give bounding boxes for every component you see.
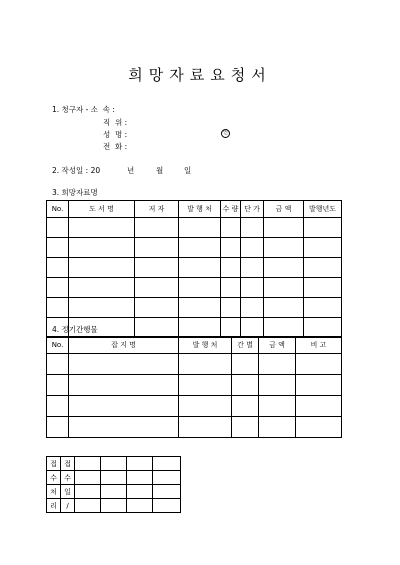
col-header-book-title: 도 서 명 <box>69 201 135 218</box>
stamp-row <box>47 485 181 499</box>
requester-phone-label: 전 화 : <box>103 142 128 151</box>
stamp-row <box>47 471 181 485</box>
col-header-remarks: 비 고 <box>296 337 342 354</box>
col-header-amount: 금 액 <box>259 337 296 354</box>
requester-position-label: 직 위 : <box>103 118 128 127</box>
periodicals-table <box>46 336 342 438</box>
table-row <box>47 218 342 238</box>
table-row <box>47 298 342 318</box>
requester-name-label: 성 명 : <box>103 130 128 139</box>
stamp-label-char: 수 <box>47 471 61 485</box>
date-year-label: 년 <box>127 166 135 175</box>
col-header-no: No. <box>47 201 69 218</box>
col-header-unit-price: 단 가 <box>241 201 264 218</box>
requested-materials-heading: 3. 희망자료명 <box>52 188 98 197</box>
form-title: 희망자료요청서 <box>128 66 272 84</box>
stamp-label-char: / <box>61 499 75 513</box>
table-row <box>47 396 342 417</box>
stamp-row <box>47 457 181 471</box>
stamp-label-char: 접 <box>47 457 61 471</box>
col-header-publisher: 발 행 처 <box>179 201 221 218</box>
col-header-publish-year: 발행년도 <box>304 201 342 218</box>
stamp-label-char: 수 <box>61 471 75 485</box>
table-header-row <box>47 201 342 218</box>
table-row <box>47 238 342 258</box>
table-row <box>47 278 342 298</box>
requested-materials-table <box>46 200 342 338</box>
date-day-label: 일 <box>184 166 192 175</box>
date-month-label: 월 <box>156 166 164 175</box>
table-row <box>47 375 342 396</box>
stamp-label-char: 처 <box>47 485 61 499</box>
col-header-quantity: 수 량 <box>221 201 241 218</box>
stamp-label-char: 접 <box>61 457 75 471</box>
col-header-no: No. <box>47 337 69 354</box>
stamp-row <box>47 499 181 513</box>
date-label: 2. 작성일 : 20 <box>52 166 101 175</box>
col-header-magazine-name: 잡 지 명 <box>69 337 179 354</box>
table-row <box>47 258 342 278</box>
table-row <box>47 354 342 375</box>
col-header-publisher: 발 행 처 <box>179 337 232 354</box>
receipt-processing-stamp-box <box>46 456 181 513</box>
periodicals-heading: 4. 정기간행물 <box>52 325 98 334</box>
table-row <box>47 417 342 438</box>
requester-affiliation-label: 1. 청구자 - 소 속 : <box>52 105 115 114</box>
seal-mark: 인 <box>221 129 230 138</box>
stamp-label-char: 리 <box>47 499 61 513</box>
col-header-amount: 금 액 <box>264 201 304 218</box>
stamp-label-char: 일 <box>61 485 75 499</box>
col-header-author: 저 자 <box>135 201 179 218</box>
table-header-row <box>47 337 342 354</box>
col-header-frequency: 간 별 <box>232 337 259 354</box>
